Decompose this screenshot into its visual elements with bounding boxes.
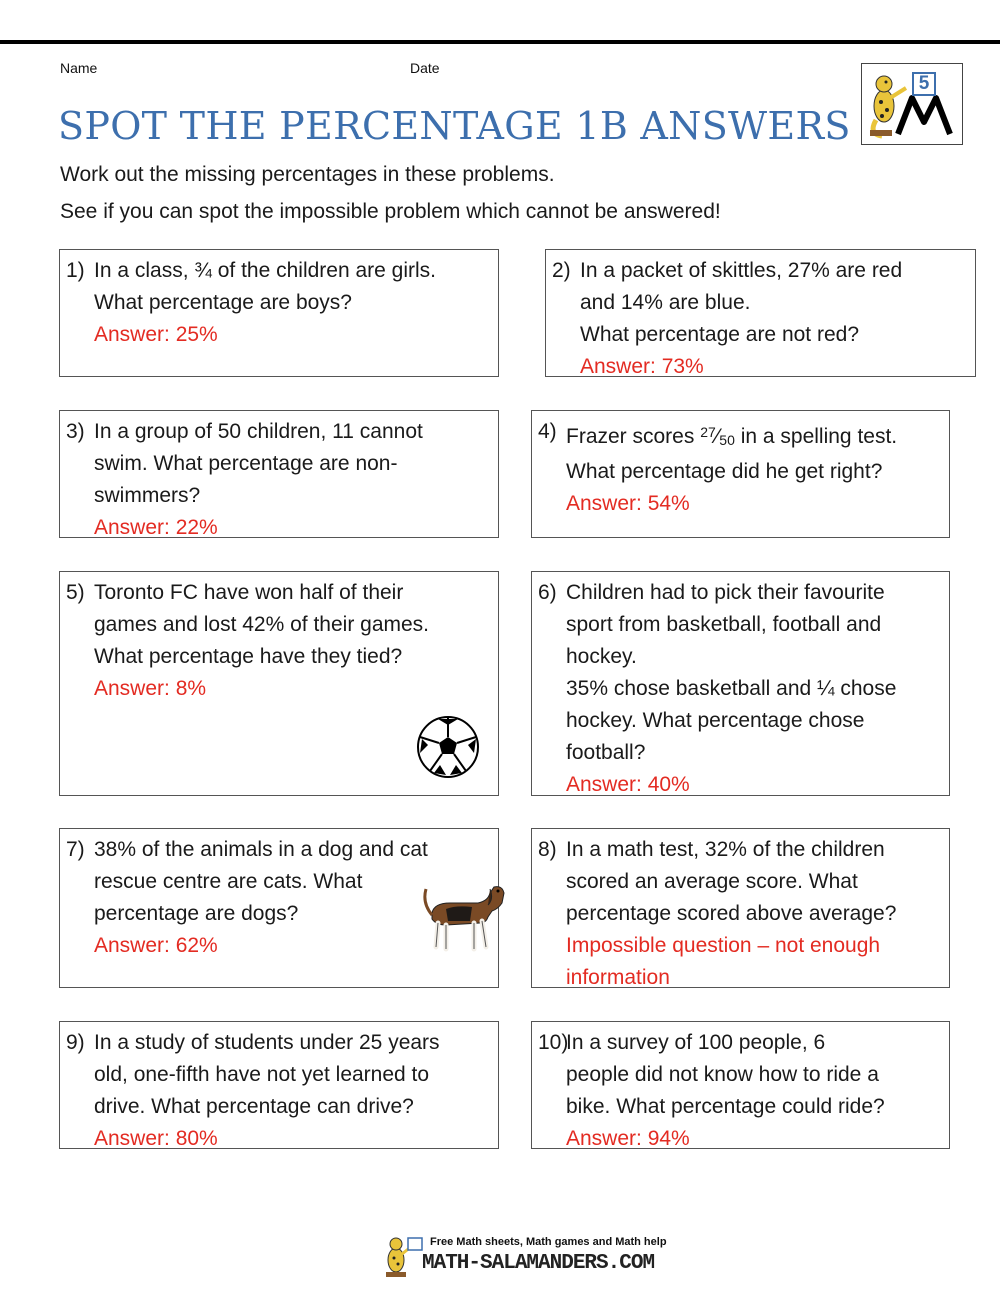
question-text: people did not know how to ride a bbox=[566, 1063, 879, 1086]
footer-logo bbox=[380, 1232, 670, 1282]
question-box-10 bbox=[531, 1021, 950, 1149]
question-text: 38% of the animals in a dog and cat bbox=[94, 838, 428, 861]
top-rule bbox=[0, 40, 1000, 44]
question-box-6 bbox=[531, 571, 950, 796]
question-box-2 bbox=[545, 249, 976, 377]
footer-site-name: MATH-SALAMANDERS.COM bbox=[422, 1252, 655, 1275]
question-text: football? bbox=[566, 741, 646, 764]
question-text: In a class, ¾ of the children are girls. bbox=[94, 259, 436, 282]
answer-text: Answer: 73% bbox=[580, 355, 704, 378]
question-text: games and lost 42% of their games. bbox=[94, 613, 430, 636]
answer-text: Answer: 54% bbox=[566, 492, 690, 515]
question-number: 1) bbox=[66, 259, 85, 282]
footer-tagline: Free Math sheets, Math games and Math help bbox=[430, 1236, 667, 1248]
question-number: 5) bbox=[66, 581, 85, 604]
question-text-part: in a spelling test. bbox=[734, 425, 898, 448]
fraction-slash: ⁄ bbox=[715, 425, 720, 448]
question-text: Toronto FC have won half of their bbox=[94, 581, 404, 604]
grade-badge: 5 bbox=[912, 72, 936, 96]
question-text: What percentage have they tied? bbox=[94, 645, 403, 668]
salamander-footer-icon bbox=[380, 1234, 424, 1280]
question-text: Children had to pick their favourite bbox=[566, 581, 885, 604]
question-box-4 bbox=[531, 410, 950, 538]
fraction-denominator: 50 bbox=[719, 432, 735, 448]
question-text: rescue centre are cats. What bbox=[94, 870, 363, 893]
question-text bbox=[566, 416, 943, 456]
question-text: What percentage are boys? bbox=[94, 291, 352, 314]
answer-text: Answer: 80% bbox=[94, 1127, 218, 1150]
answer-text: Answer: 25% bbox=[94, 323, 218, 346]
answer-text: Answer: 40% bbox=[566, 773, 690, 796]
question-text: hockey. What percentage chose bbox=[566, 709, 865, 732]
fraction-numerator: 27 bbox=[700, 424, 716, 440]
question-text: 35% chose basketball and ¼ chose bbox=[566, 677, 897, 700]
question-number: 2) bbox=[552, 259, 571, 282]
question-number: 10) bbox=[538, 1031, 569, 1054]
answer-text: Answer: 94% bbox=[566, 1127, 690, 1150]
question-box-8 bbox=[531, 828, 950, 988]
question-text: In a math test, 32% of the children bbox=[566, 838, 885, 861]
question-text: What percentage did he get right? bbox=[566, 460, 883, 483]
question-text: drive. What percentage can drive? bbox=[94, 1095, 414, 1118]
question-text: hockey. bbox=[566, 645, 637, 668]
instruction-2: See if you can spot the impossible problem which cannot be answered! bbox=[60, 200, 721, 223]
question-number: 9) bbox=[66, 1031, 85, 1054]
question-text: swimmers? bbox=[94, 484, 201, 507]
question-box-9 bbox=[59, 1021, 499, 1149]
question-number: 3) bbox=[66, 420, 85, 443]
answer-text: Answer: 62% bbox=[94, 934, 218, 957]
answer-text: Impossible question – not enough bbox=[566, 934, 881, 957]
question-number: 7) bbox=[66, 838, 85, 861]
question-box-3 bbox=[59, 410, 499, 538]
question-box-7 bbox=[59, 828, 499, 988]
question-text: What percentage are not red? bbox=[580, 323, 860, 346]
answer-text: information bbox=[566, 966, 670, 989]
answer-text: Answer: 22% bbox=[94, 516, 218, 539]
question-box-5 bbox=[59, 571, 499, 796]
question-text: swim. What percentage are non- bbox=[94, 452, 398, 475]
question-text: scored an average score. What bbox=[566, 870, 858, 893]
question-text: In a packet of skittles, 27% are red bbox=[580, 259, 903, 282]
beagle-dog-icon bbox=[416, 873, 508, 953]
question-text: percentage are dogs? bbox=[94, 902, 299, 925]
salamander-logo bbox=[861, 63, 963, 145]
page-title: SPOT THE PERCENTAGE 1B ANSWERS bbox=[58, 104, 851, 148]
question-text: In a survey of 100 people, 6 bbox=[566, 1031, 826, 1054]
question-box-1 bbox=[59, 249, 499, 377]
question-text: and 14% are blue. bbox=[580, 291, 751, 314]
instruction-1: Work out the missing percentages in these problems. bbox=[60, 163, 555, 186]
question-text: sport from basketball, football and bbox=[566, 613, 882, 636]
question-number: 6) bbox=[538, 581, 557, 604]
question-text: percentage scored above average? bbox=[566, 902, 897, 925]
question-text-part: Frazer scores bbox=[566, 425, 701, 448]
question-number: 4) bbox=[538, 420, 557, 443]
question-text: In a group of 50 children, 11 cannot bbox=[94, 420, 423, 443]
question-text: In a study of students under 25 years bbox=[94, 1031, 440, 1054]
name-label: Name bbox=[60, 60, 98, 76]
soccer-ball-icon bbox=[416, 715, 480, 779]
question-number: 8) bbox=[538, 838, 557, 861]
question-text: bike. What percentage could ride? bbox=[566, 1095, 885, 1118]
answer-text: Answer: 8% bbox=[94, 677, 207, 700]
date-label: Date bbox=[410, 60, 440, 76]
question-text: old, one-fifth have not yet learned to bbox=[94, 1063, 430, 1086]
